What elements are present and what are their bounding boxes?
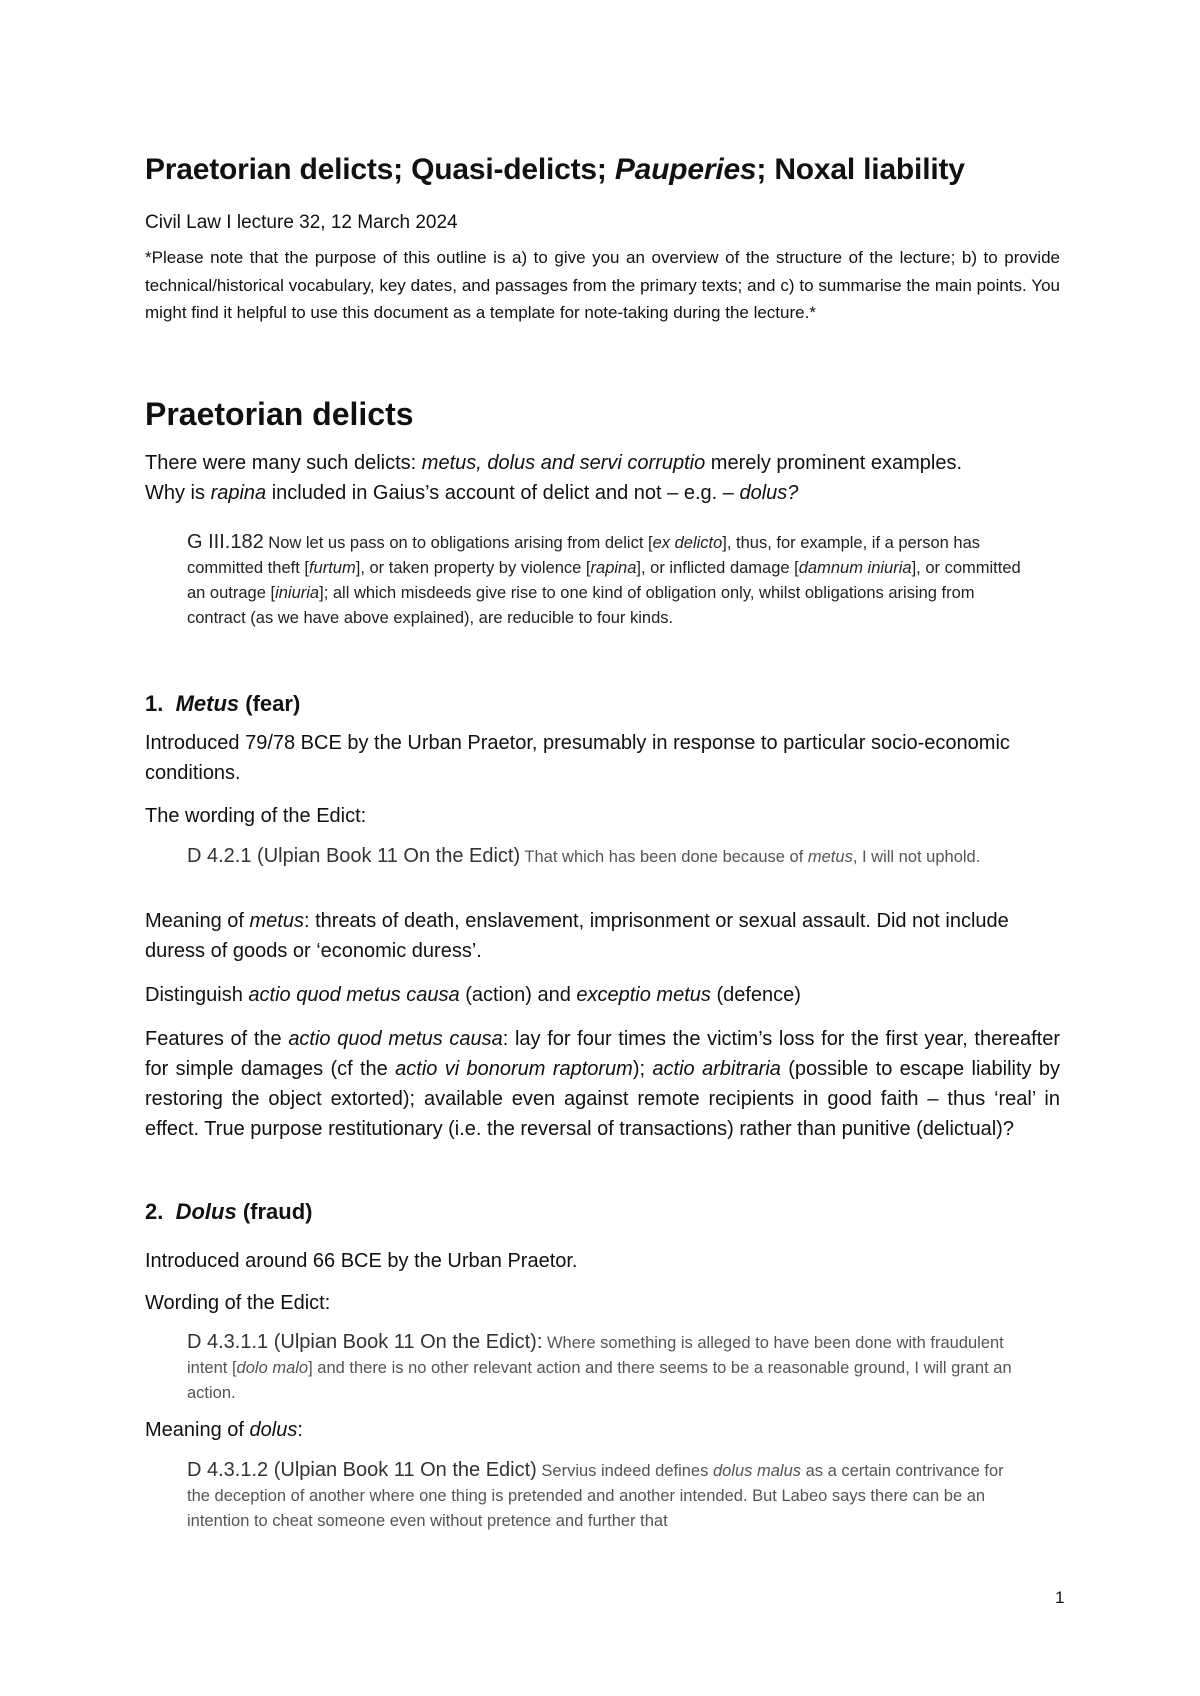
para-text: Distinguish xyxy=(145,984,249,1006)
quote-text: ], or inflicted damage [ xyxy=(636,559,799,577)
quote-text: ], or taken property by violence [ xyxy=(355,559,591,577)
heading-number: 2. xyxy=(145,1199,164,1224)
quote-italic: rapina xyxy=(590,559,637,577)
para-text: : lay for four times the victim’s loss for the first year, thereafter for simple damages (cf the xyxy=(145,1028,1060,1080)
metus-meaning xyxy=(145,906,1060,966)
para-text: (possible to escape liability by restoring the object extorted); available even against remote recipients in good faith – thus ‘real’ in effect. True purpose restitutionary (i.e. the reversal of transactions) rather than punitive (delictual)? xyxy=(145,1058,1060,1140)
metus-heading xyxy=(145,688,1060,720)
para-text: Meaning of xyxy=(145,1419,250,1441)
quote-text: Now let us pass on to obligations arising from delict [ xyxy=(263,534,653,552)
document-title xyxy=(145,150,1060,190)
quote-text: , I will not uphold. xyxy=(852,848,981,866)
para-text: : threats of death, enslavement, imprisonment or sexual assault. Did not include duress of goods or ‘economic duress’. xyxy=(145,910,1009,962)
gaius-quote xyxy=(187,530,1030,631)
para-italic: actio arbitraria xyxy=(652,1058,781,1080)
lecture-subtitle: Civil Law I lecture 32, 12 March 2024 xyxy=(145,212,458,233)
dolus-wording-label: Wording of the Edict: xyxy=(145,1292,331,1314)
section-heading: Praetorian delicts xyxy=(145,396,414,432)
heading-number: 1. xyxy=(145,691,164,716)
title-text: Praetorian delicts; Quasi-delicts; xyxy=(145,153,615,186)
dolus-definition-quote xyxy=(187,1458,1030,1534)
metus-intro: Introduced 79/78 BCE by the Urban Praetor, presumably in response to particular socio-economic conditions. xyxy=(145,732,1010,784)
dolus-meaning-label xyxy=(145,1415,1060,1445)
intro-italic: dolus? xyxy=(739,482,799,504)
quote-text: ], thus, for example, if a person has committed theft [ xyxy=(187,534,981,577)
intro-text: included in Gaius’s account of delict and not – e.g. – xyxy=(266,482,740,504)
quote-reference: D 4.3.1.2 (Ulpian Book 11 On the Edict) xyxy=(187,1459,537,1481)
quote-italic: furtum xyxy=(308,559,356,577)
intro-text: Why is xyxy=(145,482,211,504)
para-italic: exceptio metus xyxy=(576,984,711,1006)
para-italic: actio quod metus causa xyxy=(248,984,460,1006)
heading-gloss: (fear) xyxy=(239,691,301,716)
quote-italic: dolo malo xyxy=(236,1359,309,1377)
quote-reference: D 4.3.1.1 (Ulpian Book 11 On the Edict): xyxy=(187,1331,543,1353)
quote-text: ]; all which misdeeds give rise to one kind of obligation only, whilst obligations arising from contract (as we have above explained), are reducible to four kinds. xyxy=(187,584,975,627)
para-italic: actio quod metus causa xyxy=(288,1028,503,1050)
outline-note: *Please note that the purpose of this outline is a) to give you an overview of the structure of the lecture; b) to provide technical/historical vocabulary, key dates, and passages from the primary texts; and c) to summarise the main points. You might find it helpful to use this document as a template for note-taking during the lecture.* xyxy=(145,248,1060,322)
para-italic: metus xyxy=(249,910,304,932)
para-italic: dolus xyxy=(249,1419,298,1441)
quote-italic: iniuria xyxy=(275,584,320,602)
metus-edict-quote xyxy=(187,844,1030,870)
para-text: ); xyxy=(632,1058,653,1080)
quote-text: Where something is alleged to have been done with fraudulent intent [ xyxy=(187,1334,1004,1377)
intro-italic: metus, dolus and servi corruptio xyxy=(421,452,706,474)
quote-text: ], or committed an outrage [ xyxy=(187,559,1021,602)
para-text: (defence) xyxy=(710,984,801,1006)
para-italic: actio vi bonorum raptorum xyxy=(395,1058,633,1080)
metus-distinguish xyxy=(145,980,1060,1010)
quote-text: as a certain contrivance for the deception of another where one thing is pretended and another intended. But Labeo says there can be an intention to cheat someone even without pretence and further that xyxy=(187,1462,1004,1530)
para-text: Meaning of xyxy=(145,910,250,932)
metus-wording-label: The wording of the Edict: xyxy=(145,805,367,827)
quote-italic: metus xyxy=(807,848,853,866)
dolus-intro: Introduced around 66 BCE by the Urban Praetor. xyxy=(145,1250,578,1272)
dolus-heading xyxy=(145,1196,1060,1228)
intro-italic: rapina xyxy=(210,482,267,504)
para-text: (action) and xyxy=(459,984,577,1006)
quote-reference: D 4.2.1 (Ulpian Book 11 On the Edict) xyxy=(187,845,521,867)
quote-italic: ex delicto xyxy=(652,534,723,552)
quote-italic: dolus malus xyxy=(712,1462,801,1480)
quote-text: Servius indeed defines xyxy=(536,1462,713,1480)
heading-gloss: (fraud) xyxy=(236,1199,313,1224)
title-italic-text: Pauperies xyxy=(614,153,757,186)
page-number: 1 xyxy=(1055,1588,1065,1607)
intro-text: There were many such delicts: xyxy=(145,452,422,474)
heading-term: Dolus xyxy=(175,1199,237,1224)
para-text: : xyxy=(297,1419,303,1441)
quote-text: ] and there is no other relevant action and there seems to be a reasonable ground, I will grant an action. xyxy=(187,1359,1012,1402)
intro-paragraph xyxy=(145,448,1060,508)
quote-reference: G III.182 xyxy=(187,531,264,553)
quote-italic: damnum iniuria xyxy=(798,559,912,577)
para-text: Features of the xyxy=(145,1028,289,1050)
quote-text: That which has been done because of xyxy=(520,848,808,866)
title-text-end: ; Noxal liability xyxy=(756,153,965,186)
metus-features xyxy=(145,1024,1060,1144)
heading-term: Metus xyxy=(175,691,240,716)
intro-text: merely prominent examples. xyxy=(705,452,963,474)
dolus-edict-quote xyxy=(187,1330,1030,1406)
